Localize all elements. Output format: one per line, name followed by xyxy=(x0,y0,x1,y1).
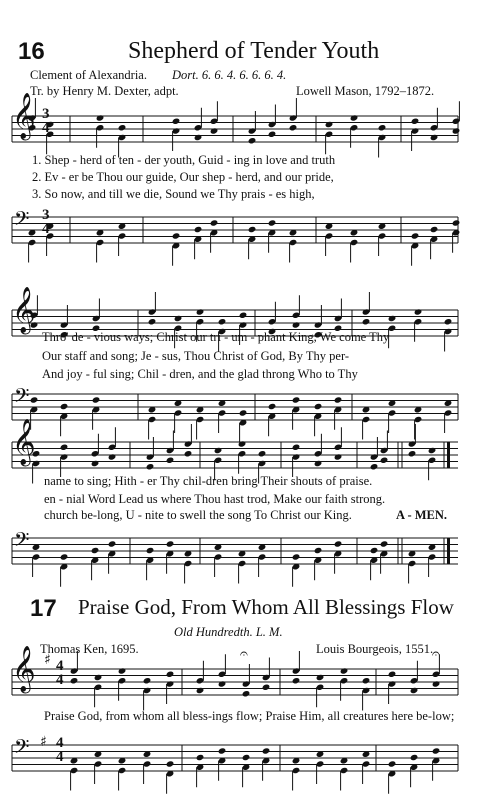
note-head xyxy=(258,450,267,457)
note-head xyxy=(268,403,277,410)
note-head xyxy=(378,124,387,131)
note-head xyxy=(60,403,69,410)
note-head xyxy=(430,134,439,141)
time-signature: 3 4 xyxy=(42,207,50,237)
hymn-tune: Old Hundredth. L. M. xyxy=(174,625,283,639)
note-head xyxy=(166,760,175,767)
hymn-translator: Tr. by Henry M. Dexter, adpt. xyxy=(30,84,179,98)
note-head xyxy=(292,321,301,328)
note-head xyxy=(430,226,439,233)
note-head xyxy=(210,127,219,134)
note-head xyxy=(410,687,419,694)
note-head xyxy=(262,747,271,754)
note-head xyxy=(410,754,419,761)
hymn-author: Thomas Ken, 1695. xyxy=(40,642,139,656)
lyric-line: name to sing; Hith - er Thy chil-dren bring Their shouts of praise. xyxy=(44,474,373,488)
lyric-line: 1. Shep - herd of ten - der youth, Guid - ing in love and truth xyxy=(32,153,336,167)
final-barline xyxy=(447,538,450,564)
note-head xyxy=(184,450,193,457)
note-head xyxy=(370,547,379,554)
note-head xyxy=(108,453,117,460)
note-head xyxy=(239,312,248,319)
note-head xyxy=(239,409,248,416)
note-head xyxy=(408,450,417,457)
treble-clef-icon: 𝄞 xyxy=(12,287,36,333)
music-staff-bass xyxy=(0,530,480,590)
note-head xyxy=(292,553,301,560)
note-head xyxy=(316,674,325,681)
bass-clef-icon: 𝄢 xyxy=(14,384,30,412)
note-head xyxy=(118,124,127,131)
hymn-tune: Dort. 6. 6. 4. 6. 6. 6. 4. xyxy=(172,68,287,82)
note-head xyxy=(292,677,301,684)
note-head xyxy=(292,396,301,403)
note-head xyxy=(166,671,175,678)
note-head xyxy=(248,137,257,144)
note-head xyxy=(370,463,379,470)
note-head xyxy=(194,134,203,141)
note-head xyxy=(196,308,205,315)
note-head xyxy=(218,747,227,754)
music-staff-bass xyxy=(0,209,480,269)
note-head xyxy=(292,444,301,451)
note-head xyxy=(214,447,223,454)
note-head xyxy=(314,460,323,467)
note-head xyxy=(166,457,175,464)
lyric-line: Thro' de - vious ways; Christ our tri - um - phant King, We come Thy xyxy=(42,330,390,344)
note-head xyxy=(60,553,69,560)
time-signature: 4 4 xyxy=(56,658,64,688)
note-head xyxy=(432,747,441,754)
note-head xyxy=(172,118,181,125)
note-head xyxy=(242,690,251,697)
note-head xyxy=(174,315,183,322)
note-head xyxy=(414,308,423,315)
note-head xyxy=(262,684,271,691)
note-head xyxy=(70,677,79,684)
note-head xyxy=(210,219,219,226)
note-head xyxy=(432,680,441,687)
note-head xyxy=(268,131,277,138)
note-head xyxy=(388,315,397,322)
note-head xyxy=(444,318,453,325)
lyric-line: 2. Ev - er be Thou our guide, Our shep - herd, and our pride, xyxy=(32,170,334,184)
bass-clef-icon: 𝄢 xyxy=(14,207,30,235)
note-head xyxy=(452,219,461,226)
lyric-line: 3. So now, and till we die, Sound we Thy prais - es high, xyxy=(32,187,315,201)
note-head xyxy=(388,671,397,678)
note-head xyxy=(411,118,420,125)
time-signature: 4 4 xyxy=(56,735,64,765)
note-head xyxy=(334,396,343,403)
note-head xyxy=(166,540,175,547)
hymn-title: Praise God, From Whom All Blessings Flow xyxy=(78,595,454,619)
lyric-line: And joy - ful sing; Chil - dren, and the glad throng Who to Thy xyxy=(42,367,358,381)
bass-clef-icon: 𝄢 xyxy=(14,528,30,556)
note-head xyxy=(334,453,343,460)
lyric-line: Praise God, from whom all bless-ings flow; Praise Him, all creatures here be-low; xyxy=(44,709,455,723)
lyric-line: church be-long, U - nite to swell the song To Christ our King. xyxy=(44,508,352,522)
note-head xyxy=(194,226,203,233)
note-head xyxy=(314,403,323,410)
fermata-icon: 𝄐 xyxy=(432,646,440,662)
note-head xyxy=(60,444,69,451)
note-head xyxy=(96,114,105,121)
note-head xyxy=(388,760,397,767)
sharp-icon: ♯ xyxy=(44,652,51,668)
note-head xyxy=(362,677,371,684)
note-head xyxy=(314,547,323,554)
time-signature: 3 4 xyxy=(42,106,50,136)
note-head xyxy=(362,318,371,325)
amen-label: A - MEN. xyxy=(396,508,448,522)
note-head xyxy=(452,127,461,134)
note-head xyxy=(91,460,100,467)
note-head xyxy=(350,114,359,121)
bass-clef-icon: 𝄢 xyxy=(14,735,30,763)
hymn-number: 16 xyxy=(18,38,45,65)
music-staff-bass xyxy=(0,737,480,797)
note-head xyxy=(146,463,155,470)
final-barline xyxy=(447,442,450,468)
sharp-icon: ♯ xyxy=(40,734,47,750)
note-head xyxy=(118,667,127,674)
lyric-line: Our staff and song; Je - sus, Thou Christ of God, By Thy per- xyxy=(42,349,350,363)
lyric-line: en - nial Word Lead us where Thou hast trod, Make our faith strong. xyxy=(44,492,386,506)
note-head xyxy=(196,754,205,761)
note-head xyxy=(218,318,227,325)
note-head xyxy=(340,667,349,674)
note-head xyxy=(242,754,251,761)
note-head xyxy=(30,396,39,403)
note-head xyxy=(238,440,247,447)
note-head xyxy=(325,121,334,128)
note-head xyxy=(91,547,100,554)
note-head xyxy=(268,219,277,226)
note-head xyxy=(411,232,420,239)
treble-clef-icon: 𝄞 xyxy=(12,419,36,465)
hymn-number: 17 xyxy=(30,595,57,622)
note-head xyxy=(143,677,152,684)
note-head xyxy=(108,540,117,547)
note-head xyxy=(148,318,157,325)
treble-clef-icon: 𝄞 xyxy=(12,646,36,692)
note-head xyxy=(380,540,389,547)
note-head xyxy=(334,540,343,547)
note-head xyxy=(248,226,257,233)
note-head xyxy=(218,680,227,687)
note-head xyxy=(92,396,101,403)
note-head xyxy=(196,687,205,694)
note-head xyxy=(289,124,298,131)
hymn-title: Shepherd of Tender Youth xyxy=(128,38,380,64)
hymn-composer: Lowell Mason, 1792–1872. xyxy=(296,84,435,98)
hymn-composer: Louis Bourgeois, 1551. xyxy=(316,642,434,656)
hymn-author: Clement of Alexandria. xyxy=(30,68,147,82)
note-head xyxy=(94,674,103,681)
note-head xyxy=(146,547,155,554)
treble-clef-icon: 𝄞 xyxy=(12,93,36,139)
note-head xyxy=(172,232,181,239)
note-head xyxy=(428,447,437,454)
note-head xyxy=(380,457,389,464)
fermata-icon: 𝄐 xyxy=(240,646,248,662)
